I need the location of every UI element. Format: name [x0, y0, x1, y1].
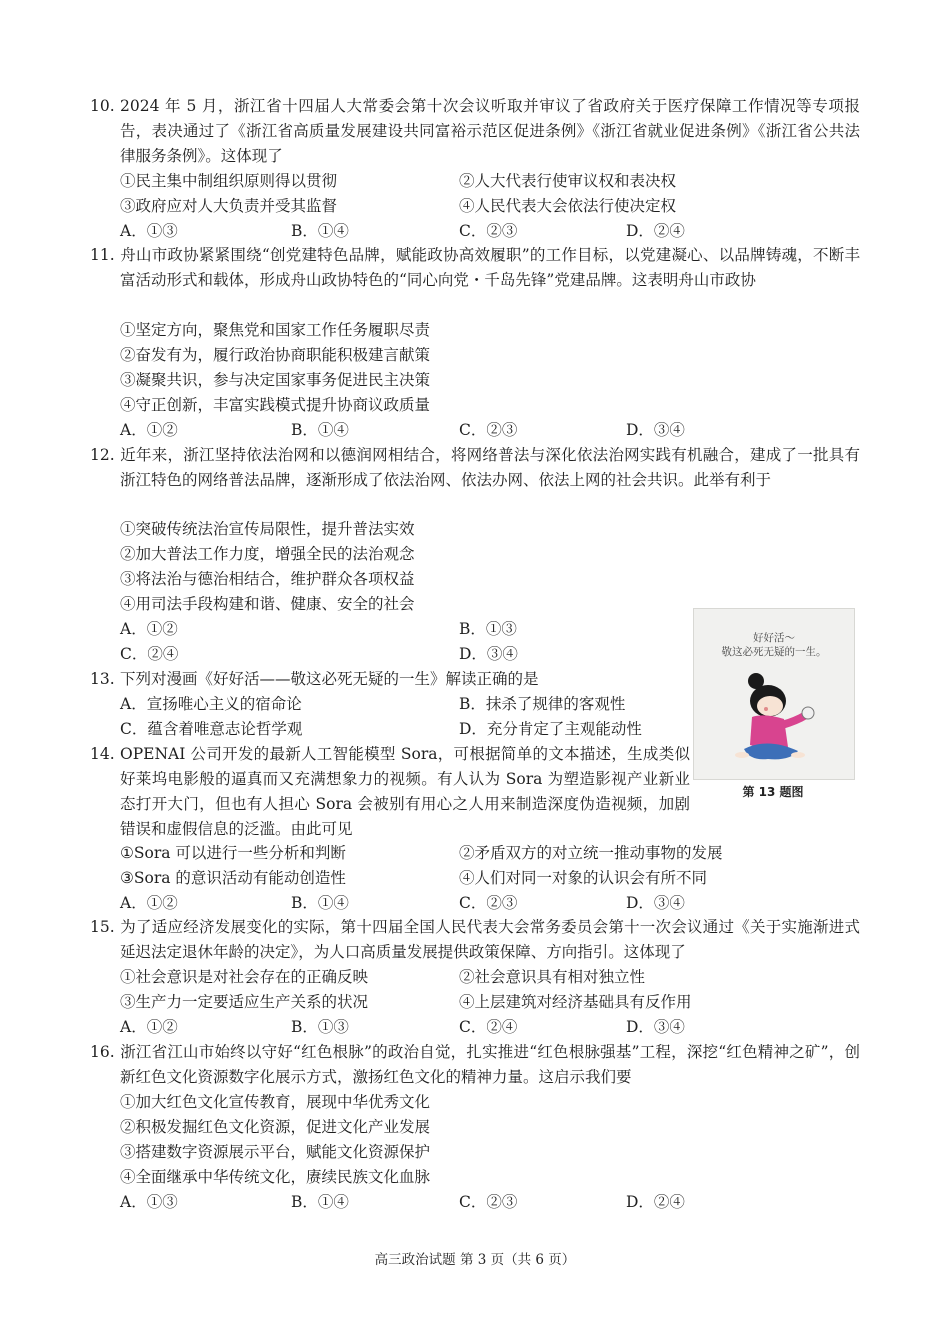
q11-item-2: ②奋发有为，履行政治协商职能积极建言献策	[120, 346, 431, 364]
q16-choice-d: D．②④	[626, 1193, 685, 1211]
q10-choice-c: C．②③	[459, 222, 518, 240]
q11-choice-b: B．①④	[291, 421, 349, 439]
page-footer: 高三政治试题 第 3 页（共 6 页）	[374, 1252, 576, 1268]
cartoon-girl-illustration	[694, 609, 854, 779]
q11-choice-a: A．①②	[120, 421, 178, 439]
q14-item-2: ②矛盾双方的对立统一推动事物的发展	[459, 844, 723, 862]
question-10-stem: 10. 2024 年 5 月，浙江省十四届人大常委会第十次会议听取并审议了省政府关于医疗保障工作情况等专项报告，表决通过了《浙江省高质量发展建设共同富裕示范区促进条例》《浙江省就业促进条例》《浙江省公共法律服务条例》。这体现了	[90, 97, 860, 165]
q10-choice-a: A．①③	[120, 222, 178, 240]
q14-item-1: ①Sora 可以进行一些分析和判断	[120, 844, 346, 862]
question-12-stem: 12. 近年来，浙江坚持依法治网和以德润网相结合，将网络普法与深化依法治网实践有机融合，建成了一批具有浙江特色的网络普法品牌，逐渐形成了依法治网、依法办网、依法上网的社会共识。此举有利于	[90, 446, 860, 489]
q11-item-4: ④守正创新，丰富实践模式提升协商议政质量	[120, 396, 431, 414]
question-15-stem: 15. 为了适应经济发展变化的实际，第十四届全国人民代表大会常务委员会第十一次会议通过《关于实施渐进式延迟法定退休年龄的决定》，为人口高质量发展提供政策保障、方向指引。这体现了	[90, 918, 860, 961]
q16-item-1: ①加大红色文化宣传教育，展现中华优秀文化	[120, 1093, 431, 1111]
q14-choice-a: A．①②	[120, 894, 178, 912]
q12-choice-c: C．②④	[120, 645, 179, 663]
cartoon-text-line-1: 好好活～	[753, 632, 795, 644]
q12-choice-a: A．①②	[120, 620, 178, 638]
q14-item-4: ④人们对同一对象的认识会有所不同	[459, 869, 708, 887]
q15-item-1: ①社会意识是对社会存在的正确反映	[120, 968, 369, 986]
q10-item-4: ④人民代表大会依法行使决定权	[459, 197, 677, 215]
q12-item-4: ④用司法手段构建和谐、健康、安全的社会	[120, 595, 415, 613]
q10-item-2: ②人大代表行使审议权和表决权	[459, 172, 677, 190]
q11-item-1: ①坚定方向，聚焦党和国家工作任务履职尽责	[120, 321, 431, 339]
q16-choice-c: C．②③	[459, 1193, 518, 1211]
q16-item-3: ③搭建数字资源展示平台，赋能文化资源保护	[120, 1143, 431, 1161]
q14-choice-c: C．②③	[459, 894, 518, 912]
q16-item-4: ④全面继承中华传统文化，赓续民族文化血脉	[120, 1168, 431, 1186]
question-16-stem: 16. 浙江省江山市始终以守好“红色根脉”的政治自觉，扎实推进“红色根脉强基”工程，深挖“红色精神之矿”，创新红色文化资源数字化展示方式，激扬红色文化的精神力量。这启示我们要	[90, 1043, 860, 1086]
q15-choice-c: C．②④	[459, 1018, 518, 1036]
q14-choice-b: B．①④	[291, 894, 349, 912]
q11-choice-c: C．②③	[459, 421, 518, 439]
q12-item-3: ③将法治与德治相结合，维护群众各项权益	[120, 570, 415, 588]
q13-choice-a: A．宣扬唯心主义的宿命论	[120, 695, 302, 713]
q15-item-2: ②社会意识具有相对独立性	[459, 968, 646, 986]
question-11-stem: 11. 舟山市政协紧紧围绕“创党建特色品牌，赋能政协高效履职”的工作目标，以党建凝心、以品牌铸魂，不断丰富活动形式和载体，形成舟山政协特色的“同心向党・千岛先锋”党建品牌。这表明舟山市政协	[90, 246, 860, 289]
q13-choice-d: D．充分肯定了主观能动性	[459, 720, 642, 738]
cartoon-text-line-2: 敬这必死无疑的一生。	[721, 646, 827, 658]
q10-choice-d: D．②④	[626, 222, 685, 240]
q16-item-2: ②积极发掘红色文化资源，促进文化产业发展	[120, 1118, 431, 1136]
q15-choice-b: B．①③	[291, 1018, 349, 1036]
question-13-stem: 13. 下列对漫画《好好活——敬这必死无疑的一生》解读正确的是	[90, 670, 539, 688]
q12-item-1: ①突破传统法治宣传局限性，提升普法实效	[120, 520, 415, 538]
q15-choice-a: A．①②	[120, 1018, 178, 1036]
q14-item-3: ③Sora 的意识活动有能动创造性	[120, 869, 346, 887]
q13-choice-b: B．抹杀了规律的客观性	[459, 695, 626, 713]
question-14-stem: 14. OPENAI 公司开发的最新人工智能模型 Sora，可根据简单的文本描述，生成类似好莱坞电影般的逼真而又充满想象力的视频。有人认为 Sora 为塑造影视产业新业态打开大门，但也有人担心 Sora 会被别有用心之人用来制造深度伪造视频，加剧错误和虚假信息的泛滥。由此可见	[90, 745, 690, 838]
figure-caption: 第 13 题图	[742, 785, 804, 799]
q13-choice-c: C．蕴含着唯意志论哲学观	[120, 720, 303, 738]
q10-item-1: ①民主集中制组织原则得以贯彻	[120, 172, 338, 190]
q11-choice-d: D．③④	[626, 421, 685, 439]
q12-choice-b: B．①③	[459, 620, 517, 638]
q11-item-3: ③凝聚共识，参与决定国家事务促进民主决策	[120, 371, 431, 389]
q16-choice-b: B．①④	[291, 1193, 349, 1211]
q15-choice-d: D．③④	[626, 1018, 685, 1036]
q12-item-2: ②加大普法工作力度，增强全民的法治观念	[120, 545, 415, 563]
q10-item-3: ③政府应对人大负责并受其监督	[120, 197, 338, 215]
q12-choice-d: D．③④	[459, 645, 518, 663]
q16-choice-a: A．①③	[120, 1193, 178, 1211]
q15-item-3: ③生产力一定要适应生产关系的状况	[120, 993, 369, 1011]
q14-choice-d: D．③④	[626, 894, 685, 912]
q10-choice-b: B．①④	[291, 222, 349, 240]
q13-cartoon-figure	[693, 608, 855, 780]
q15-item-4: ④上层建筑对经济基础具有反作用	[459, 993, 692, 1011]
